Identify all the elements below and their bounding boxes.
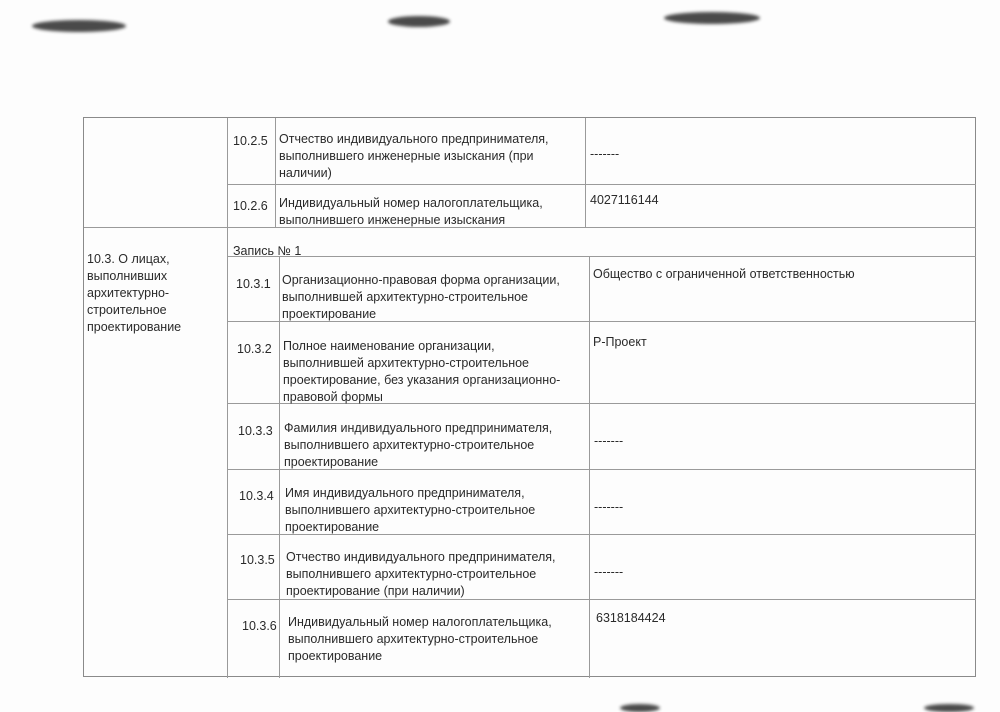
row-value: Р-Проект bbox=[593, 335, 647, 349]
col-divider-label bbox=[227, 118, 228, 678]
col-divider-value-top bbox=[585, 118, 586, 227]
row-divider-record bbox=[227, 256, 976, 257]
row-field-label: Отчество индивидуального предпринимателя, выполнившего инженерные изыскания (при наличии) bbox=[279, 132, 549, 180]
row-field-label: Фамилия индивидуального предпринимателя, выполнившего архитектурно-строительное проектирование bbox=[284, 421, 553, 469]
scan-mark-bottom-right bbox=[924, 704, 974, 712]
row-value: Общество с ограниченной ответственностью bbox=[593, 267, 855, 281]
row-value: ------- bbox=[590, 147, 620, 161]
row-number: 10.3.5 bbox=[240, 553, 275, 567]
col-divider-num-bottom bbox=[279, 256, 280, 678]
scan-mark-bottom-mid bbox=[620, 704, 660, 712]
row-value: ------- bbox=[594, 434, 624, 448]
row-field-label: Отчество индивидуального предпринимателя, выполнившего архитектурно-строительное проектирование (при наличии) bbox=[286, 550, 556, 598]
row-value: ------- bbox=[594, 500, 624, 514]
row-value: 6318184424 bbox=[596, 611, 666, 625]
scan-mark-top-right bbox=[664, 12, 760, 24]
row-field-label: Организационно-правовая форма организации, выполнившей архитектурно-строительное проектирование bbox=[282, 273, 560, 321]
row-value: ------- bbox=[594, 565, 624, 579]
row-divider-1 bbox=[227, 184, 976, 185]
row-value: 4027116144 bbox=[590, 193, 659, 207]
row-number: 10.2.6 bbox=[233, 199, 268, 213]
row-number: 10.2.5 bbox=[233, 134, 268, 148]
scan-mark-top-left bbox=[32, 20, 126, 32]
row-number: 10.3.1 bbox=[236, 277, 271, 291]
scan-mark-top-mid bbox=[388, 16, 450, 27]
row-number: 10.3.6 bbox=[242, 619, 277, 633]
row-field-label: Индивидуальный номер налогоплательщика, выполнившего инженерные изыскания bbox=[279, 196, 543, 227]
record-label: Запись № 1 bbox=[233, 244, 302, 258]
section-10-3-label: 10.3. О лицах, выполнивших архитектурно- строительное проектирование bbox=[87, 252, 182, 334]
row-number: 10.3.4 bbox=[239, 489, 274, 503]
row-field-label: Полное наименование организации, выполнившей архитектурно-строительное проектирование, без указания организационно- правовой формы bbox=[283, 339, 561, 404]
row-field-label: Имя индивидуального предпринимателя, выполнившего архитектурно-строительное проектирование bbox=[285, 486, 536, 534]
row-field-label: Индивидуальный номер налогоплательщика, выполнившего архитектурно-строительное проектирование bbox=[288, 615, 552, 663]
row-number: 10.3.3 bbox=[238, 424, 273, 438]
col-divider-num-top bbox=[275, 118, 276, 227]
row-number: 10.3.2 bbox=[237, 342, 272, 356]
